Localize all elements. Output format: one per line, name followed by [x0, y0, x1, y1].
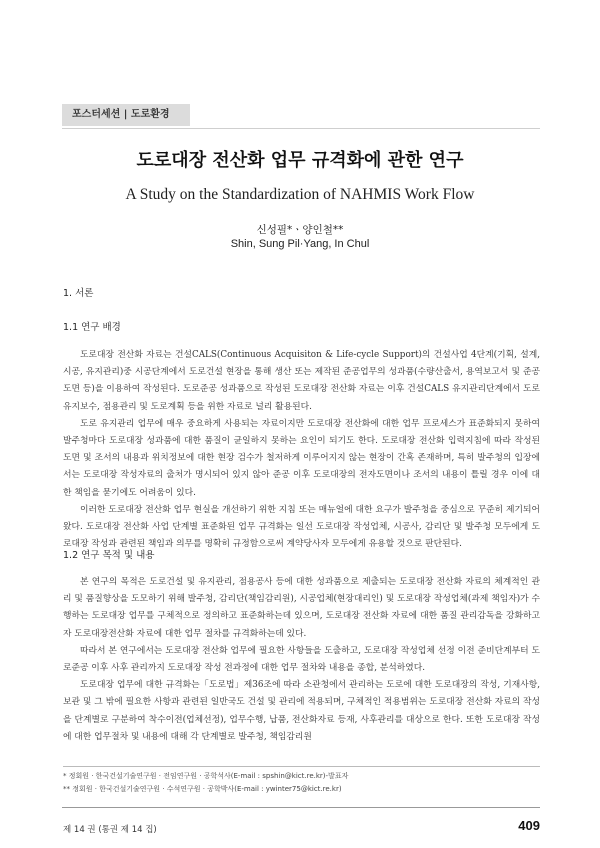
paragraph: 본 연구의 목적은 도로건설 및 유지관리, 점용공사 등에 대한 성과품으로 제출되는 도로대장 전산화 자료의 체계적인 관리 및 품질향상을 도모하기 위해 발주청, 감리단(책임감리원), 시공업체(현장대리인) 및 도로대장 작성업체(과제 책임자)가 수행하는 도로대장 업무를 구체적으로 정의하고 표준화하는데 있으며, 도로대장 전산화 자료에 대한 품질 관리감독을 강화하고자 도로대장전산화 자료에 대한 업무 절차를 규격화하는데 있다.	[63, 577, 540, 639]
footnote-divider	[63, 766, 540, 767]
header-divider	[62, 128, 540, 129]
footer-divider	[62, 807, 540, 808]
paragraph: 도로 유지관리 업무에 매우 중요하게 사용되는 자료이지만 도로대장 전산화에 대한 업무 프로세스가 표준화되지 못하여 발주청마다 도로대장 성과품에 대한 품질이 균일하지 못하는 요인이 되기도 한다. 도로대장 전산화 입력지침에 따라 작성된 도면 및 조서의 내용과 위치정보에 대한 현장 검수가 철저하게 이루어지지 않는 현장이 간혹 존재하며, 특히 발주청의 입장에서는 도로대장 작성자료의 출처가 명시되어 있지 않아 준공 이후 도로대장의 전자도면이나 조서의 내용이 틀릴 경우 이에 대한 책임을 묻기에도 어려움이 있다.	[63, 418, 540, 498]
paragraph: 도로대장 업무에 대한 규격화는「도로법」제36조에 따라 소관청에서 관리하는 도로에 대한 도로대장의 작성, 기재사항, 보관 및 그 밖에 필요한 사항과 관련된 일반국도 건설 및 관리에 적용되며, 구체적인 적용범위는 도로대장 전산화 자료의 작성을 단계별로 구분하여 착수이전(업체선정), 업무수행, 납품, 전산화자료 등재, 사후관리를 대상으로 한다. 또한 도로대장 작성에 대한 업무절차 및 내용에 대해 각 단계별로 발주청, 책임감리원	[63, 680, 540, 742]
purpose-body	[63, 574, 540, 746]
section-heading-purpose: 1.2 연구 목적 및 내용	[63, 550, 155, 561]
authors-english: Shin, Sung Pil·Yang, In Chul	[230, 238, 370, 250]
section-heading-introduction: 1. 서론	[63, 288, 94, 299]
paragraph: 이러한 도로대장 전산화 업무 현실을 개선하기 위한 지침 또는 매뉴얼에 대한 요구가 발주청을 중심으로 꾸준히 제기되어 왔다. 도로대장 전산화 사업 단계별 표준화된 업무 규격화는 일선 도로대장 작성업체, 시공사, 감리단 및 발주청 모두에게 도로대장 작성과 관련된 책임과 의무를 명확히 규정함으로써 계약당사자 모두에게 유용할 것으로 판단된다.	[63, 504, 540, 550]
title-korean: 도로대장 전산화 업무 규격화에 관한 연구	[136, 150, 464, 171]
footnote-second-author: ** 정회원 · 한국건설기술연구원 · 수석연구원 · 공학박사(E-mail : ywinter75@kict.re.kr)	[63, 785, 342, 793]
title-english: A Study on the Standardization of NAHMIS Work Flow	[125, 186, 475, 203]
footer-volume: 제 14 권 (통권 제 14 집)	[63, 825, 157, 835]
authors-korean: 신성필*ㆍ양인철**	[256, 224, 344, 236]
category-badge: 포스터세션 | 도로환경	[62, 104, 190, 126]
page-number: 409	[518, 818, 540, 833]
paragraph: 따라서 본 연구에서는 도로대장 전산화 업무에 필요한 사항들을 도출하고, 도로대장 작성업체 선정 이전 준비단계부터 도로준공 이후 사후 관리까지 도로대장 작성 전과정에 대한 업무 절차와 내용을 종합, 분석하였다.	[63, 645, 540, 674]
paragraph: 도로대장 전산화 자료는 건설CALS(Continuous Acquisiton & Life-cycle Support)의 건설사업 4단계(기획, 설계, 시공, 유지관리)중 시공단계에서 도로건설 현장을 통해 생산 또는 제작된 준공업무의 성과품(수량산출서, 용역보고서 및 준공도면 등)을 이용하여 작성된다. 도로준공 성과품으로 작성된 도로대장 전산화 자료는 이후 건설CALS 유지관리단계에서 도로유지보수, 점용관리 및 도로계획 등을 위한 자료로 널리 활용된다.	[63, 350, 540, 412]
footnote-first-author: * 정회원 · 한국건설기술연구원 · 전임연구원 · 공학석사(E-mail : spshin@kict.re.kr)-발표자	[63, 772, 349, 780]
background-body	[63, 347, 540, 553]
section-heading-background: 1.1 연구 배경	[63, 322, 121, 333]
